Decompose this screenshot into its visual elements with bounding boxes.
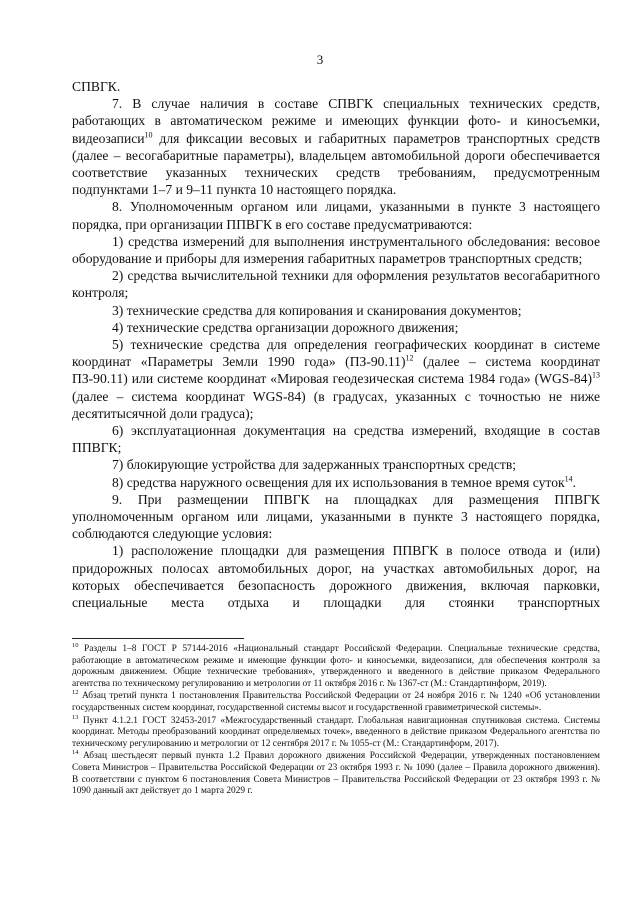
footnote-14 [72, 751, 600, 797]
list-item-2: 2) средства вычислительной техники для оформления результатов весогабаритного контроля; [72, 268, 600, 301]
paragraph-text: 5) технические средства для определения географических координат в системе координат «Параметры Земли 1990 года» (ПЗ-90.11) [72, 337, 600, 370]
list-item-1: 1) средства измерений для выполнения инструментального обследования: весовое оборудование и приборы для измерения габаритных параметров транспортных средств; [72, 233, 600, 267]
footnote-13 [72, 713, 600, 751]
list-item-6: 6) эксплуатационная документация на средства измерений, входящие в состав ППВГК; [72, 423, 600, 456]
footnote-number: 12 [72, 689, 79, 697]
list-item-3: 3) технические средства для копирования и сканирования документов; [112, 302, 522, 318]
paragraph-item-8: 8. Уполномоченным органом или лицами, указанными в пункте 3 настоящего порядка, при организации ППВГК в его составе предусматриваются: [72, 199, 600, 232]
list-item-7: 7) блокирующие устройства для задержанных транспортных средств; [112, 457, 517, 473]
footnote-number: 10 [72, 641, 79, 649]
paragraph-item-7 [72, 95, 600, 198]
paragraph-continuation: СПВГК. [72, 79, 121, 94]
footnote-10 [72, 641, 600, 690]
list-item-8 [72, 474, 600, 491]
paragraph-text: 7. В случае наличия в составе СПВГК специальных технических средств, работающих в автоматическом режиме и имеющих функции фото- и киносъемки, видеозаписи [72, 96, 600, 146]
footnote-text: Разделы 1–8 ГОСТ Р 57144-2016 «Национальный стандарт Российской Федерации. Специальные технические средства, работающие в автоматическом режиме и имеющие функции фото- и киносъемки, видеозаписи, для обеспечения контроля за дорожным движением. Общие технические требования», утвержденного и введенного в действие приказом Федерального агентства по техническому регулированию и метрологии от 11 октября 2016 г. № 1367-ст (М.: Стандартинформ, 2019). [72, 644, 600, 689]
list-item-4: 4) технические средства организации дорожного движения; [112, 319, 459, 335]
main-text [72, 78, 600, 611]
paragraph-text: 8) средства наружного освещения для их использования в темное время суток [112, 474, 565, 490]
footnote-ref-13: 13 [592, 370, 600, 380]
paragraph-item-9: 9. При размещении ППВГК на площадках для размещения ППВГК уполномоченным органом или лицами, указанными в пункте 3 настоящего порядка, соблюдаются следующие условия: [72, 491, 600, 542]
footnote-ref-14: 14 [564, 474, 573, 484]
paragraph-text: (далее – система координат WGS-84) (в градусах, указанных с точностью не ниже десятитысячной доли градуса); [72, 388, 600, 421]
paragraph-text: . [572, 474, 577, 490]
footnote-12 [72, 691, 600, 714]
paragraph-text: для фиксации весовых и габаритных параметров транспортных средств (далее – весогабаритные параметры), владельцем автомобильной дороги обеспечивается соответствие указанных технических средств требованиям, предусмотренным подпунктами 1–7 и 9–11 пункта 10 настоящего порядка. [72, 130, 600, 198]
list-item-9-1: 1) расположение площадки для размещения ППВГК в полосе отвода и (или) придорожных полосах автомобильных дорог, на участках автомобильных дорог, на которых обеспечивается безопасность дорожного движения, включая парковки, специальные места отдыха и площадки для стоянки транспортных [72, 543, 600, 611]
page-number: 3 [316, 52, 324, 67]
list-item-5 [72, 336, 600, 422]
footnote-text: Пункт 4.1.2.1 ГОСТ 32453-2017 «Межгосударственный стандарт. Глобальная навигационная спутниковая система. Системы координат. Методы преобразований координат определяемых точек», введенного в действие приказом Федерального агентства по техническому регулированию и метрологии от 12 сентября 2017 г. № 1055-ст (М.: Стандартинформ, 2017). [72, 715, 600, 749]
footnote-ref-10: 10 [144, 130, 153, 140]
footnotes [72, 641, 600, 799]
footnote-number: 13 [72, 713, 79, 721]
footnote-separator [72, 638, 244, 639]
paragraph-text: (далее – система координат ПЗ-90.11) или системе координат «Мировая геодезическая система 1984 года» (WGS-84) [72, 354, 600, 387]
footnote-text: Абзац шестьдесят первый пункта 1.2 Правил дорожного движения Российской Федерации, утвержденных постановлением Совета Министров – Правительства Российской Федерации от 23 октября 1993 г. № 1090 (далее – Правила дорожного движения). В соответствии с пунктом 6 постановления Совета Министров – Правительства Российской Федерации от 23 октября 1993 г. № 1090 данный акт действует до 1 марта 2029 г. [72, 751, 600, 797]
footnote-text: Абзац третий пункта 1 постановления Правительства Российской Федерации от 24 ноября 2016 г. № 1240 «Об установлении государственных систем координат, государственной системы высот и государственной гравиметрической системы». [72, 691, 600, 713]
footnote-number: 14 [72, 749, 79, 757]
footnote-ref-12: 12 [405, 353, 414, 363]
